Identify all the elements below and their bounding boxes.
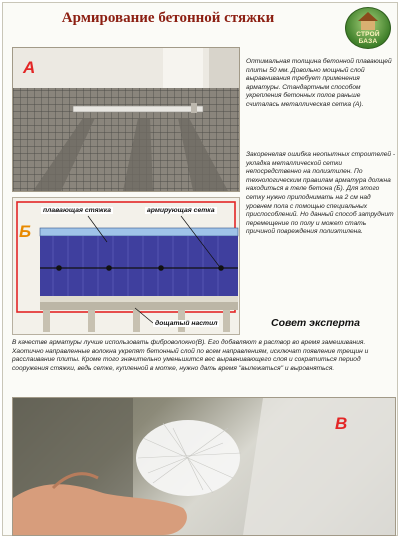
photo-a-letter: А bbox=[23, 58, 36, 77]
logo-house-shape bbox=[361, 21, 375, 30]
diagram-letter: Б bbox=[19, 222, 32, 241]
photo-c-letter: В bbox=[335, 414, 348, 433]
photo-metal-mesh-drawing bbox=[13, 48, 239, 191]
logo-text: СТРОЙ БАЗА bbox=[356, 31, 380, 45]
label-floating-screed: плавающая стяжка bbox=[43, 207, 111, 214]
text-block-mesh: Оптимальная толщина бетонной плавающей плиты 50 мм. Довольно мощный слой выравнивания требует применения арматуры. Стандартным способом укрепления бетонных полов раньше считалась металлическая сетка (А). bbox=[246, 58, 392, 108]
text-block-error: Закоренелая ошибка неопытных строителей - укладка металлической сетки непосредственно на полиэтилен. По технологическим правилам арматура должна находиться в теле бетона (Б). Для этого сетку нужно приподнимать на 2 см над уровнем пола с помощью специальных приспособлений. Но данный способ затруднит перемещение по полу и может стать причиной повреждения полиэтилена. bbox=[246, 151, 396, 236]
diagram-drawing bbox=[13, 198, 239, 334]
photo-metal-mesh bbox=[12, 47, 240, 192]
logo-roof-shape bbox=[358, 12, 378, 21]
photo-fiber bbox=[12, 397, 396, 536]
expert-advice-heading: Совет эксперта bbox=[271, 317, 360, 329]
text-block-fiber: В качестве арматуры лучше использовать фиброволокно(В). Его добавляют в раствор во время замешивания. Хаотично направленные волокна укрепят бетонный слой по всем направлениям, исключат появление трещин и расслаивание плиты. Кроме того значительно уменьшится вес выравнивающего слоя и сократиться период сооружения стяжки, ведь сетке, купленной в мотке, нужно дать время "вылежаться" и выровняться. bbox=[12, 339, 369, 372]
logo bbox=[345, 7, 391, 49]
diagram-screed-layers bbox=[12, 197, 240, 335]
page-title: Армирование бетонной стяжки bbox=[61, 10, 275, 26]
page bbox=[2, 2, 398, 536]
label-reinforcing-mesh: армирующая сетка bbox=[147, 207, 215, 214]
label-plank-deck: дощатый настил bbox=[155, 320, 218, 327]
